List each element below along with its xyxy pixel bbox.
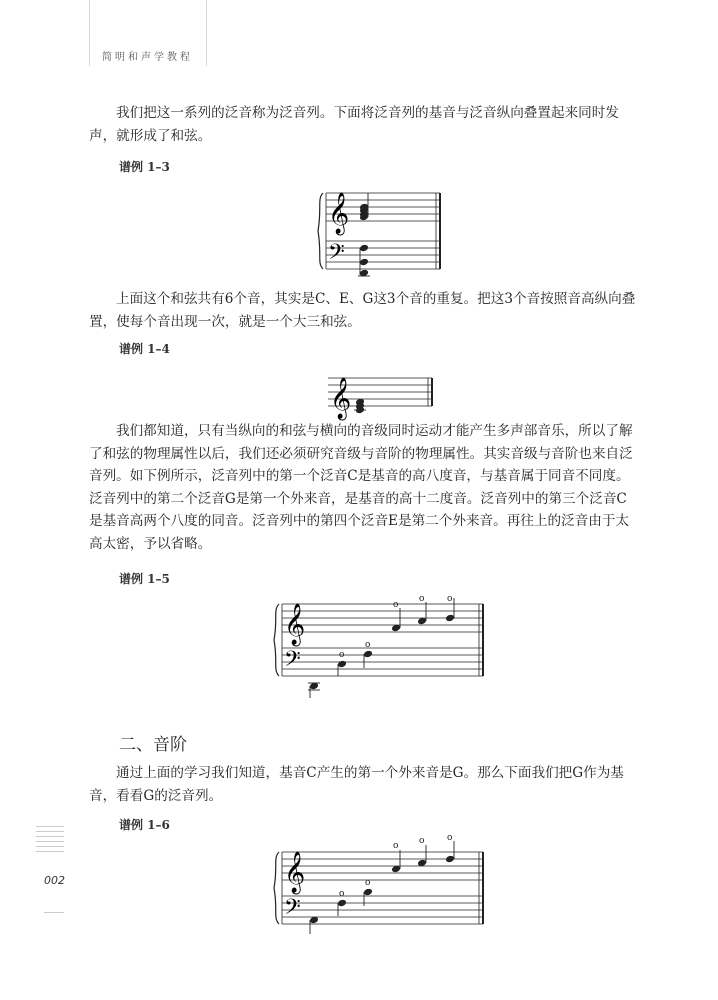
section-heading: 二、音阶 — [119, 735, 187, 755]
treble-clef-icon: 𝄞 — [284, 604, 306, 645]
harmonic-circle: o — [393, 841, 399, 851]
harmonic-circle: o — [419, 594, 425, 604]
treble-clef-icon: 𝄞 — [284, 852, 306, 893]
harmonic-circle: o — [365, 640, 371, 650]
harmonic-circle: o — [447, 594, 453, 604]
harmonic-notes — [309, 855, 455, 925]
paragraph-3: 我们都知道，只有当纵向的和弦与横向的音级同时运动才能产生多声部音乐，所以了解了和弦的物理属性以后，我们还必须研究音级与音阶的物理属性。其实音级与音阶也来自泛音列。如下例所示，泛音列中的第一个泛音C是基音的高八度音，与基音属于同音不同度。泛音列中的第二个泛音G是第一个外来音，是基音的高十二度音。泛音列中的第三个泛音C是基音高两个八度的同音。泛音列中的第四个泛音E是第二个外来音。再往上的泛音由于太高太密，予以省略。 — [89, 423, 633, 552]
harmonic-circle: o — [365, 878, 371, 888]
page-number-rule — [44, 912, 64, 913]
score-example-1-3 — [316, 185, 446, 280]
note — [337, 660, 347, 669]
treble-clef-icon: 𝄞 — [328, 193, 350, 234]
bass-clef-icon: 𝄢 — [328, 240, 345, 270]
example-label-1-3: 谱例 1–3 — [119, 160, 170, 174]
note — [445, 614, 455, 623]
note — [337, 899, 347, 908]
example-label-1-4: 谱例 1–4 — [119, 342, 170, 356]
chord-notes — [355, 398, 365, 415]
bass-clef-icon: 𝄢 — [284, 647, 301, 677]
paragraph-2: 上面这个和弦共有6个音，其实是C、E、G这3个音的重复。把这3个音按照音高纵向叠置，使每个音出现一次，就是一个大三和弦。 — [89, 291, 636, 330]
running-header-title: 简明和声学教程 — [102, 52, 193, 63]
score-example-1-4 — [326, 370, 436, 419]
paragraph-4: 通过上面的学习我们知道，基音C产生的第一个外来音是G。那么下面我们把G作为基音，看看G的泛音列。 — [89, 765, 624, 804]
note — [363, 650, 373, 659]
example-label-1-6: 谱例 1–6 — [119, 818, 170, 832]
harmonic-circle: o — [393, 600, 399, 610]
note — [359, 244, 369, 253]
harmonic-circle: o — [447, 833, 453, 843]
note — [445, 855, 455, 864]
bass-clef-icon: 𝄢 — [284, 895, 301, 925]
harmonic-circle: o — [339, 650, 345, 660]
harmonic-circle: o — [339, 889, 345, 899]
note — [363, 888, 373, 897]
margin-decoration — [36, 826, 64, 856]
chord-notes — [359, 203, 369, 278]
page-number: 002 — [44, 874, 65, 887]
score-example-1-5 — [272, 596, 487, 698]
example-label-1-5: 谱例 1–5 — [119, 572, 170, 586]
score-example-1-6 — [272, 833, 487, 939]
paragraph-1: 我们把这一系列的泛音称为泛音列。下面将泛音列的基音与泛音纵向叠置起来同时发声，就形成了和弦。 — [89, 105, 619, 144]
treble-clef-icon: 𝄞 — [330, 378, 352, 419]
note — [359, 258, 369, 267]
harmonic-circle: o — [419, 836, 425, 846]
